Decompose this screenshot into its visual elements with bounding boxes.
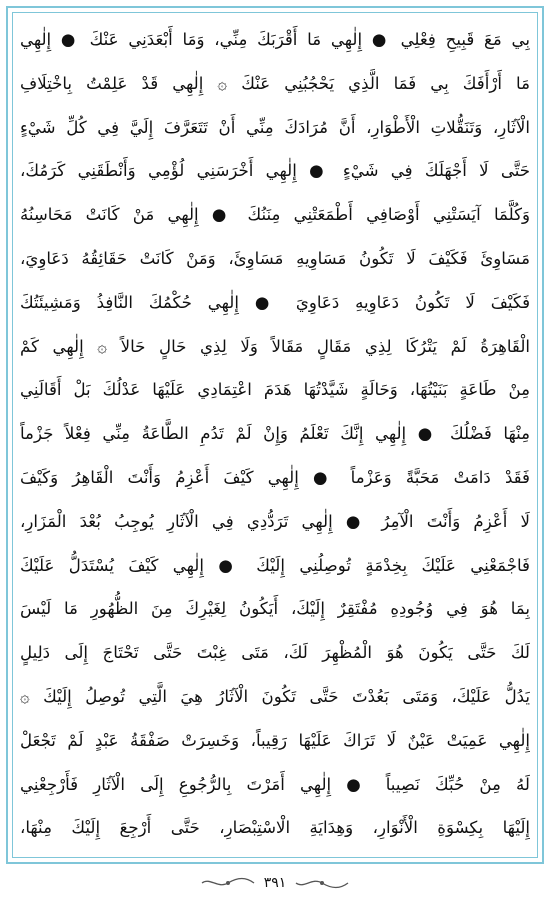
page-number: ٣٩١ <box>263 875 287 891</box>
text-line: فَكَيْفَ لَا تَكُونُ دَعَاوِيهِ دَعَاوِيَ ● إِلٰهِي حُكْمُكَ النَّافِذُ وَمَشِيئَتُكَ <box>20 292 530 312</box>
text-line: حَتَّى لَا أَجْهَلَكَ فِي شَيْءٍ ● إِلٰهِي أَخْرَسَنِي لُؤْمِي وَأَنْطَقَنِي كَرَمُكَ، <box>20 161 530 181</box>
text-line: لَهُ مِنْ حُبِّكَ نَصِيباً ● إِلٰهِي أَمَرْتَ بِالرُّجُوعِ إِلَى الْآثَارِ فَأَرْجِعْنِي <box>20 774 530 794</box>
text-line: يَدُلُّ عَلَيْكَ، وَمَتَى بَعُدْتَ حَتَّى تَكُونَ الْآثَارُ هِيَ الَّتِي تُوصِلُ إِلَيْكَ ۞ <box>20 686 530 706</box>
text-line: إِلٰهِي عَمِيَتْ عَيْنٌ لَا تَرَاكَ عَلَيْهَا رَقِيباً، وَخَسِرَتْ صَفْقَةُ عَبْدٍ لَمْ تَجْعَلْ <box>20 730 530 750</box>
flourish-right-icon <box>294 876 350 890</box>
text-line: إِلَيْهَا بِكِسْوَةِ الْأَنْوَارِ، وَهِدَايَةِ الْاسْتِبْصَارِ، حَتَّى أَرْجِعَ إِلَيْكَ مِنْهَا، <box>20 818 530 838</box>
text-line: وَكُلَّمَا آيَسَتْنِي أَوْصَافِي أَطْمَعَتْنِي مِنَنُكَ ● إِلٰهِي مَنْ كَانَتْ مَحَاسِنُهُ <box>20 205 530 225</box>
text-line: بِمَا هُوَ فِي وُجُودِهِ مُفْتَقِرٌ إِلَيْكَ، أَيَكُونُ لِغَيْرِكَ مِنَ الظُّهُورِ مَا لَيْسَ <box>20 599 530 619</box>
text-line: لَا أَعْزِمُ وَأَنْتَ الْآمِرُ ● إِلٰهِي تَرَدُّدِي فِي الْآثَارِ يُوجِبُ بُعْدَ الْمَزَارِ، <box>20 511 530 531</box>
arabic-text-body <box>20 18 530 852</box>
text-line: مَسَاوِئَ فَكَيْفَ لَا تَكُونُ مَسَاوِيهِ مَسَاوِئَ، وَمَنْ كَانَتْ حَقَائِقُهُ دَعَاوِيَ، <box>20 248 530 268</box>
text-line: الْآثَارِ، وَتَنَقُّلاتِ الْأَطْوَارِ، أَنَّ مُرَادَكَ مِنِّي أَنْ تَتَعَرَّفَ إِلَيَّ فِي كُلِّ شَيْءٍ <box>20 117 530 137</box>
text-line: لَكَ حَتَّى يَكُونَ هُوَ الْمُظْهِرَ لَكَ، مَتَى غِبْتَ حَتَّى تَحْتَاجَ إِلَى دَلِيلٍ <box>20 643 530 663</box>
text-line: الْقَاهِرَةُ لَمْ يَتْرُكَا لِذِي مَقَالٍ مَقَالاً وَلَا لِذِي حَالٍ حَالاً ۞ إِلٰهِي كَمْ <box>20 336 530 356</box>
text-line: فَقَدْ دَامَتْ مَحَبَّةً وَعَزْماً ● إِلٰهِي كَيْفَ أَعْزِمُ وَأَنْتَ الْقَاهِرُ وَكَيْفَ <box>20 467 530 487</box>
text-line: مِنْ طَاعَةٍ بَنَيْتُهَا، وَحَالَةٍ شَيَّدْتُهَا هَدَمَ اعْتِمَادِي عَلَيْهَا عَدْلُكَ بَلْ أَقَالَنِي <box>20 380 530 400</box>
text-line: بِي مَعَ قَبِيحِ فِعْلِي ● إِلٰهِي مَا أَقْرَبَكَ مِنِّي، وَمَا أَبْعَدَنِي عَنْكَ ● إِلٰهِي <box>20 30 530 49</box>
text-line: فَاجْمَعْنِي عَلَيْكَ بِخِدْمَةٍ تُوصِلُنِي إِلَيْكَ ● إِلٰهِي كَيْفَ يُسْتَدَلُّ عَلَيْكَ <box>20 555 530 575</box>
text-line: مِنْهَا فَضْلُكَ ● إِلٰهِي إِنَّكَ تَعْلَمُ وَإِنْ لَمْ تَدُمِ الطَّاعَةُ مِنِّي فِعْلاً جَزْماً <box>20 424 530 444</box>
text-line: مَا أَرْأَفَكَ بِي فَمَا الَّذِي يَحْجُبُنِي عَنْكَ ۞ إِلٰهِي قَدْ عَلِمْتُ بِاخْتِلَافِ <box>20 73 530 93</box>
flourish-left-icon <box>200 876 256 890</box>
page-footer <box>0 872 550 894</box>
